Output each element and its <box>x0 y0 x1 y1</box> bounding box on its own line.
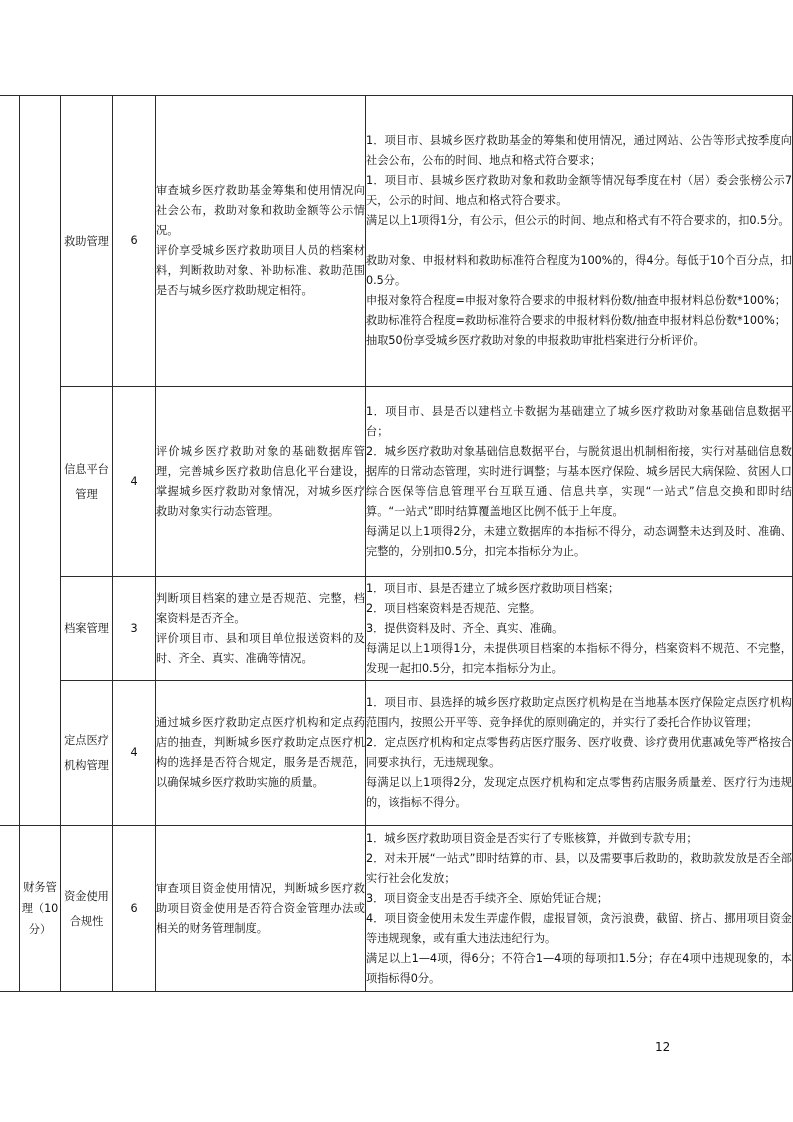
indicator-cell: 救助管理 <box>61 96 113 387</box>
score-cell: 3 <box>113 577 156 681</box>
table-row <box>0 387 793 577</box>
table-row <box>0 681 793 826</box>
criteria-cell <box>366 387 793 577</box>
score-cell: 4 <box>113 681 156 826</box>
criteria-item: 救助标准符合程度=救助标准符合要求的申报材料份数/抽查申报材料总份数*100%； <box>366 314 786 327</box>
criteria-item: 1．城乡医疗救助项目资金是否实行了专账核算，并做到专款专用； <box>366 831 698 845</box>
criteria-item: 满足以上1项得1分，有公示，但公示的时间、地点和格式有不符合要求的，扣0.5分。 <box>366 214 790 227</box>
indicator-cell: 资金使用合规性 <box>61 826 113 992</box>
description-cell <box>156 577 366 681</box>
criteria-item: 1．项目市、县选择的城乡医疗救助定点医疗机构是在当地基本医疗保险定点医疗机构范围内，按照公开平等、竞争择优的原则确定的，并实行了委托合作协议管理； <box>366 696 792 729</box>
criteria-item: 满足以上1—4项，得6分；不符合1—4项的每项扣1.5分；存在4项中违规现象的，本项指标得0分。 <box>366 951 792 985</box>
left-margin-cell <box>0 826 20 992</box>
description-line: 判断项目档案的建立是否规范、完整，档案资料是否齐全。 评价项目市、县和项目单位报送资料的及时、齐全、真实、准确等情况。 <box>156 591 365 665</box>
score-cell: 4 <box>113 387 156 577</box>
criteria-cell <box>366 577 793 681</box>
criteria-item: 每满足以上1项得2分，未建立数据库的本指标不得分，动态调整未达到及时、准确、完整的，分别扣0.5分，扣完本指标分为止。 <box>366 524 792 558</box>
criteria-item: 1．项目市、县是否建立了城乡医疗救助项目档案； <box>366 581 620 595</box>
description-cell <box>156 96 366 387</box>
indicator-cell: 定点医疗机构管理 <box>61 681 113 826</box>
score-cell: 6 <box>113 96 156 387</box>
score-cell: 6 <box>113 826 156 992</box>
criteria-cell <box>366 681 793 826</box>
criteria-item: 3．提供资料及时、齐全、真实、准确。 <box>366 621 564 635</box>
category-cell-continued <box>20 96 61 826</box>
criteria-item: 4．项目资金使用未发生弄虚作假，虚报冒领，贪污浪费，截留、挤占、挪用项目资金等违规现象，或有重大违法违纪行为。 <box>366 911 792 945</box>
table-row <box>0 826 793 992</box>
criteria-item: 救助对象、申报材料和救助标准符合程度为100%的，得4分。每低于10个百分点，扣0.5分。 <box>366 254 792 287</box>
evaluation-table <box>0 95 793 992</box>
left-margin-cell <box>0 96 20 826</box>
criteria-item: 2．定点医疗机构和定点零售药店医疗服务、医疗收费、诊疗费用优惠减免等严格按合同要求执行，无违规现象。 <box>366 736 792 769</box>
criteria-item: 每满足以上1项得1分，未提供项目档案的本指标不得分，档案资料不规范、不完整，发现一起扣0.5分，扣完本指标分为止。 <box>366 641 792 675</box>
table-row <box>0 96 793 387</box>
criteria-item: 2．城乡医疗救助对象基础信息数据平台，与脱贫退出机制相衔接，实行对基础信息数据库的日常动态管理，实时进行调整；与基本医疗保险、城乡居民大病保险、贫困人口综合医保等信息管理平台互联互通、信息共享，实现“一站式”信息交换和即时结算。“一站式”即时结算覆盖地区比例不低于上年度。 <box>366 444 792 518</box>
criteria-item: 每满足以上1项得2分，发现定点医疗机构和定点零售药店服务质量差、医疗行为违规的，该指标不得分。 <box>366 776 792 809</box>
indicator-cell: 档案管理 <box>61 577 113 681</box>
criteria-item: 1．项目市、县城乡医疗救助基金的筹集和使用情况，通过网站、公告等形式按季度向社会公布，公布的时间、地点和格式符合要求； <box>366 134 792 167</box>
criteria-item: 抽取50份享受城乡医疗救助对象的申报救助审批档案进行分析评价。 <box>366 334 705 347</box>
description-line: 审查城乡医疗救助基金筹集和使用情况向社会公布，救助对象和救助金额等公示情况。 评价享受城乡医疗救助项目人员的档案材料，判断救助对象、补助标准、救助范围是否与城乡医疗救助规定相符。 <box>156 184 365 297</box>
page-number: 12 <box>655 1040 671 1054</box>
description-cell: 评价城乡医疗救助对象的基础数据库管理，完善城乡医疗救助信息化平台建设，掌握城乡医疗救助对象情况，对城乡医疗救助对象实行动态管理。 <box>156 387 366 577</box>
description-cell: 通过城乡医疗救助定点医疗机构和定点药店的抽查，判断城乡医疗救助定点医疗机构的选择是否符合规定，服务是否规范，以确保城乡医疗救助实施的质量。 <box>156 681 366 826</box>
criteria-item: 3．项目资金支出是否手续齐全、原始凭证合规； <box>366 891 609 905</box>
criteria-item: 2．对未开展“一站式”即时结算的市、县，以及需要事后救助的，救助款发放是否全部实行社会化发放； <box>366 851 792 885</box>
criteria-item: 1．项目市、县城乡医疗救助对象和救助金额等情况每季度在村（居）委会张榜公示7天，公示的时间、地点和格式符合要求。 <box>366 174 792 207</box>
criteria-cell <box>366 826 793 992</box>
criteria-item: 申报对象符合程度=申报对象符合要求的申报材料份数/抽查申报材料总份数*100%； <box>366 294 786 307</box>
criteria-item: 1．项目市、县是否以建档立卡数据为基础建立了城乡医疗救助对象基础信息数据平台； <box>366 404 792 438</box>
category-cell: 财务管理（10分） <box>20 826 61 992</box>
criteria-item: 2．项目档案资料是否规范、完整。 <box>366 601 541 615</box>
criteria-cell <box>366 96 793 387</box>
table-row <box>0 577 793 681</box>
description-cell: 审查项目资金使用情况，判断城乡医疗救助项目资金使用是否符合资金管理办法或相关的财务管理制度。 <box>156 826 366 992</box>
indicator-cell: 信息平台管理 <box>61 387 113 577</box>
